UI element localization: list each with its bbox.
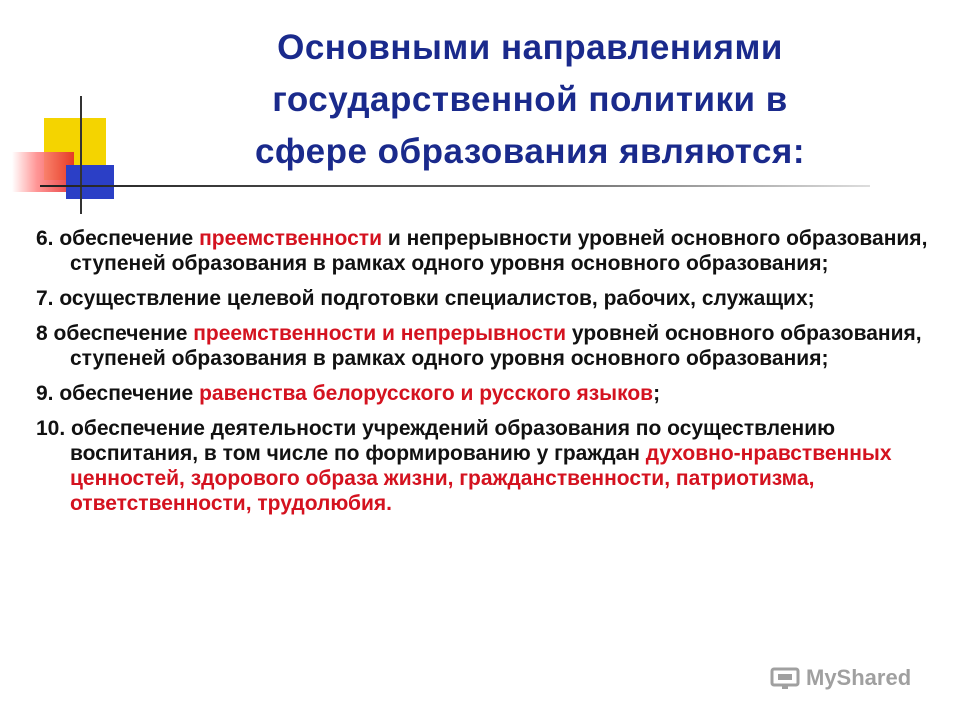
item-number: 9. xyxy=(36,382,54,405)
highlighted-text: равенства белорусского и русского языков xyxy=(199,382,654,405)
item-number: 6. xyxy=(36,227,54,250)
item-text: обеспечение xyxy=(59,382,200,405)
item-text: уровней основного образования, ступеней образования в рамках одного уровня основного образования; xyxy=(70,322,922,370)
highlighted-text: духовно-нравственных ценностей, здорового образа жизни, гражданственности, патриотизма, ответственности, трудолюбия. xyxy=(70,442,892,515)
item-text: обеспечение деятельности учреждений образования по осуществлению воспитания, в том числе по формированию у граждан xyxy=(70,417,836,465)
blue-square xyxy=(66,165,114,199)
list-item xyxy=(36,416,936,516)
item-text: и непрерывности уровней основного образования, ступеней образования в рамках одного уровня основного образования; xyxy=(70,227,928,275)
watermark-text: MyShared xyxy=(806,665,912,690)
list-item xyxy=(36,321,936,371)
item-number: 7. xyxy=(36,287,54,310)
list-item xyxy=(36,286,936,311)
item-text: ; xyxy=(653,382,661,405)
slide-title xyxy=(150,22,910,178)
list-item xyxy=(36,226,936,276)
title-line-1: Основными направлениями xyxy=(277,28,783,67)
vertical-line xyxy=(80,96,82,214)
title-divider xyxy=(40,185,870,187)
item-number: 10. xyxy=(36,417,66,440)
item-number: 8 xyxy=(36,322,48,345)
title-line-3: сфере образования являются: xyxy=(254,132,806,171)
highlighted-text: преемственности и непрерывности xyxy=(193,322,567,345)
item-text: осуществление целевой подготовки специалистов, рабочих, служащих; xyxy=(59,287,815,310)
item-text: обеспечение xyxy=(59,227,200,250)
item-text: обеспечение xyxy=(53,322,194,345)
policy-list xyxy=(36,226,936,526)
myshared-watermark[interactable] xyxy=(770,660,940,696)
title-line-2: государственной политики в xyxy=(272,80,788,119)
list-item xyxy=(36,381,936,406)
myshared-logo-icon xyxy=(770,665,800,691)
highlighted-text: преемственности xyxy=(199,227,382,250)
